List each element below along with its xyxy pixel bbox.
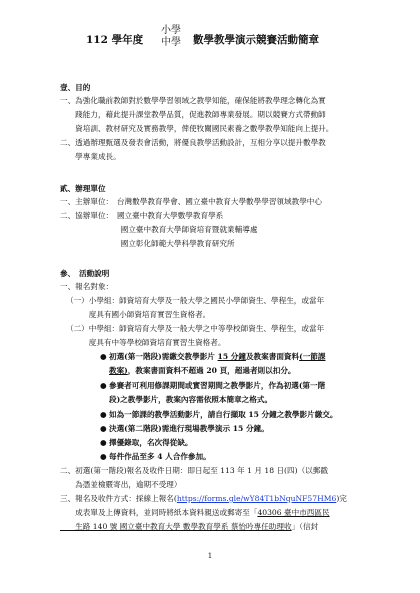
- purpose-line: 踐能力，藉此提升課堂教學品質，促進教師專業發展。期以競賽方式帶動師: [60, 110, 326, 119]
- section-heading-activity: 參、 活動說明: [60, 269, 110, 278]
- deadline-line: 二、初選(第一階段)報名及收件日期：即日起至 113 年 1 月 18 日(四)（以郵戳: [60, 466, 328, 475]
- mailing-address: 40306 臺中市西區民: [257, 508, 330, 517]
- title-year: 112 學年度: [86, 34, 144, 46]
- mailing-address-continued: 生路 140 號 國立臺中教育大學 數學教育學系 蔡怡吟專任助理收: [60, 522, 292, 531]
- bullet-icon: ●: [100, 424, 107, 433]
- activity-line: （二）中學組：師資培育大學及一般大學之中等學校師資生、學程生，或當年: [66, 324, 325, 333]
- bullet-icon: ●: [100, 352, 107, 361]
- rule-bullet: ● 每件作品至多 4 人合作參加。: [100, 452, 211, 461]
- section-heading-units: 貳、辦理單位: [60, 184, 106, 193]
- purpose-line: 二、透過辦理甄選及發表會活動，將優良教學活動設計，互相分享以提升數學教: [60, 138, 326, 147]
- activity-line: 一、報名對象：: [60, 282, 114, 291]
- rule-bullet: ● 參賽者可利用修課期間或實習期間之教學影片，作為初選(第一階: [100, 381, 326, 390]
- signup-line: 三、報名及收件方式：採線上報名(https://forms.gle/wY84T1bNquNF57HM6)完: [60, 494, 347, 503]
- section-heading-purpose: 壹、目的: [60, 83, 91, 92]
- units-line: 一、主辦單位： 台灣數學教育學會、國立臺中教育大學數學學習領域教學中心: [60, 197, 322, 206]
- signup-line: 成表單及上傳資料，並同時將紙本資料親送或郵寄至「40306 臺中市西區民: [60, 508, 330, 517]
- page-number: 1: [207, 552, 213, 560]
- units-line: 國立臺中教育大學師資培育暨就業輔導處: [60, 225, 258, 234]
- bullet-icon: ●: [100, 438, 107, 447]
- purpose-line: 一、為強化職前教師對於數學學習領域之教學知能，確保能將教學理念轉化為實: [60, 96, 326, 105]
- title-level-top: 小學: [161, 25, 181, 36]
- units-line: 二、協辦單位： 國立臺中教育大學數學教育學系: [60, 211, 224, 220]
- signup-form-link[interactable]: https://forms.gle/wY84T1bNquNF57HM6: [176, 494, 337, 503]
- title-level-stack: [161, 25, 181, 49]
- title-level-bottom: 中學: [161, 37, 181, 48]
- deadline-line: 為憑並檢覈寄出，逾期不受理）: [60, 480, 182, 489]
- activity-line: （一）小學組：師資培育大學及一般大學之國民小學師資生、學程生，或當年: [66, 296, 325, 305]
- signup-line: 生路 140 號 國立臺中教育大學 數學教育學系 蔡怡吟專任助理收」（信封: [60, 522, 319, 531]
- rule-bullet: ● 初選(第一階段)需繳交教學影片 15 分鐘及教案書面資料(一節課: [100, 352, 326, 361]
- rule-bullet-continued: 教案)，教案書面資料不超過 20 頁，超過者則以扣分。: [109, 366, 296, 375]
- units-line: 國立彰化師範大學科學教育研究所: [60, 239, 235, 248]
- title-main: 數學教學演示競賽活動簡章: [193, 34, 319, 46]
- rule-bullet: ● 如為一節課的教學活動影片，請自行擷取 15 分鐘之教學影片繳交。: [100, 410, 338, 419]
- document-title: [0, 22, 420, 54]
- purpose-line: 學專業成長。: [60, 152, 121, 161]
- rule-bullet: ● 決選(第二階段)需進行現場教學演示 15 分鐘。: [100, 424, 269, 433]
- rule-bullet: ● 擇優錄取，名次得從缺。: [100, 438, 193, 447]
- activity-line: 度具有中等學校師資培育實習生資格者。: [66, 338, 226, 347]
- activity-line: 度具有國小師資培育實習生資格者。: [66, 310, 211, 319]
- bullet-icon: ●: [100, 452, 107, 461]
- bullet-icon: ●: [100, 410, 107, 419]
- rule-bullet-continued: 段)之教學影片，教案內容需依照本簡章之格式。: [109, 395, 273, 404]
- bullet-icon: ●: [100, 381, 107, 390]
- purpose-line: 資培訓、教材研究及實務教學，俾使牧關國民素養之數學教學知能向上提升。: [60, 124, 334, 133]
